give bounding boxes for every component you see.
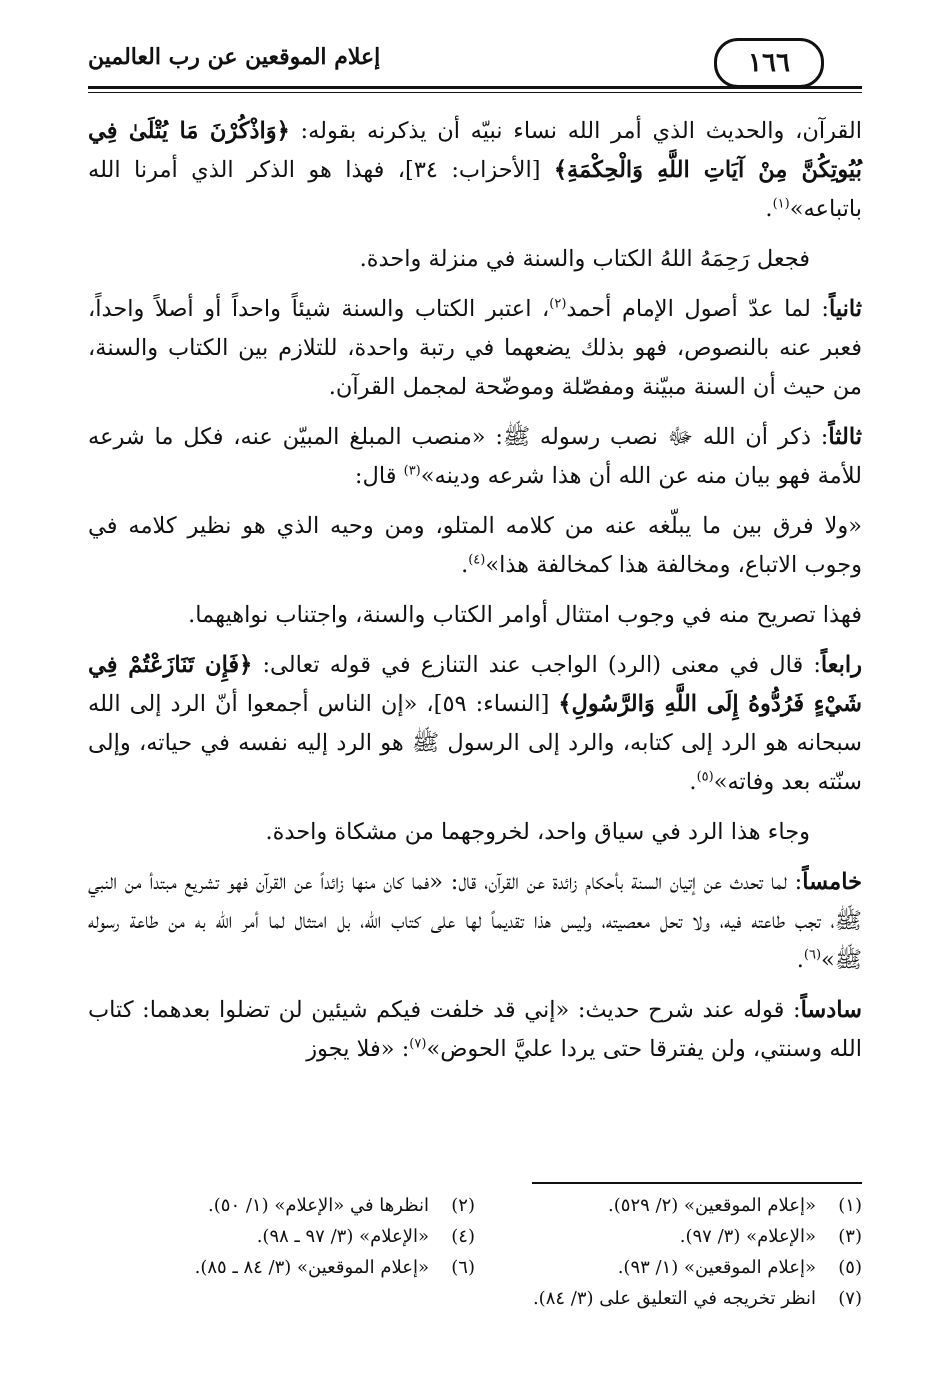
text-run: : ذكر أن الله ﷻ نصب رسوله ﷺ: «منصب المبلغ المبيّن عنه، فكل ما شرعه للأمة فهو بيان منه عن الله أن هذا شرعه ودينه»	[88, 424, 862, 489]
footnote-number: (٦)	[451, 1257, 475, 1278]
footnote-number: (١)	[838, 1195, 862, 1216]
footnote-text: انظرها في «الإعلام» (١/ ٥٠).	[208, 1195, 429, 1216]
running-title: إعلام الموقعين عن رب العالمين	[88, 44, 381, 70]
footnote-ref[interactable]: (٧)	[409, 1036, 427, 1052]
footnote-ref[interactable]: (٣)	[403, 463, 421, 479]
footnote-text: «إعلام الموقعين» (١/ ٩٣).	[617, 1257, 816, 1278]
paragraph-6	[88, 596, 862, 635]
footnote-ref[interactable]: (٦)	[803, 947, 822, 963]
footnote-number: (٢)	[451, 1195, 475, 1216]
paragraph-10	[88, 991, 862, 1069]
footnote-row	[88, 1252, 862, 1283]
footnote	[88, 1190, 475, 1221]
main-text	[88, 112, 862, 1080]
quran-verse: ﴿فَإِن تَنَازَعْتُمْ فِي شَيْءٍ فَرُدُّوهُ إِلَى اللَّهِ وَالرَّسُولِ﴾	[88, 652, 862, 717]
footnote-text: «إعلام الموقعين» (٣/ ٨٤ ـ ٨٥).	[194, 1257, 429, 1278]
footnote-separator	[532, 1182, 862, 1184]
section-lead: رابعاً	[820, 652, 862, 678]
section-lead: ثالثاً	[828, 424, 862, 450]
text-run: .	[796, 947, 804, 973]
footnote-text: «الإعلام» (٣/ ٩٧).	[679, 1226, 816, 1247]
footnote-row	[88, 1221, 862, 1252]
footnote-number: (٣)	[838, 1226, 862, 1247]
quran-verse: ﴿وَاذْكُرْنَ مَا يُتْلَىٰ فِي بُيُوتِكُنَّ مِنْ آيَاتِ اللَّهِ وَالْحِكْمَةِ﴾	[88, 118, 862, 183]
text-run: [الأحزاب: ٣٤]، فهذا هو الذكر الذي أمرنا الله باتباعه»	[88, 157, 862, 222]
section-lead: خامساً	[802, 869, 862, 895]
section-lead: سادساً	[800, 997, 862, 1023]
footnote-number: (٥)	[838, 1257, 862, 1278]
page-number: ١٦٦	[714, 38, 824, 88]
paragraph-2	[88, 240, 862, 279]
footnote-ref[interactable]: (٤)	[468, 552, 486, 568]
text-run: : لما تحدث عن إتيان السنة بأحكام زائدة عن القرآن، قال: «فما كان منها زائداً عن القرآن فهو تشريع مبتدأ من النبي ﷺ، تجب طاعته فيه، ولا تحل معصيته، وليس هذا تقديماً لها على كتاب الله، بل امتثال لما أمر الله به من طاعة رسوله ﷺ»	[88, 869, 862, 973]
footnote-text: «الإعلام» (٣/ ٩٧ ـ ٩٨).	[256, 1226, 429, 1247]
footnote-text: انظر تخريجه في التعليق على (٣/ ٨٤).	[532, 1288, 816, 1309]
text-run: فجعل رَحِمَهُ اللهُ الكتاب والسنة في منزلة واحدة.	[359, 246, 810, 272]
text-run: ، اعتبر الكتاب والسنة شيئاً واحداً أو أصلاً واحداً، فعبر عنه بالنصوص، فهو بذلك يضعهما في رتبة واحدة، للتلازم بين الكتاب والسنة، من حيث أن السنة مبيّنة ومفصّلة وموضّحة لمجمل القرآن.	[88, 296, 862, 400]
text-run: : قوله عند شرح حديث: «إني قد خلفت فيكم شيئين لن تضلوا بعدهما: كتاب الله وسنتي، ولن يفترقا حتى يردا عليَّ الحوض»	[88, 997, 862, 1062]
paragraph-9	[88, 863, 862, 980]
section-lead: ثانياً	[828, 296, 863, 322]
footnote	[475, 1190, 862, 1221]
footnote-row	[88, 1283, 862, 1314]
footnote-row	[88, 1190, 862, 1221]
text-run: .	[765, 196, 773, 222]
footnote	[88, 1221, 475, 1252]
footnote-text: «إعلام الموقعين» (٢/ ٥٢٩).	[608, 1195, 816, 1216]
footnote	[88, 1252, 475, 1283]
text-run: .	[461, 552, 469, 578]
text-run: فهذا تصريح منه في وجوب امتثال أوامر الكتاب والسنة، واجتناب نواهيهما.	[188, 602, 862, 628]
footnotes	[88, 1190, 862, 1314]
footnote-ref[interactable]: (٢)	[549, 296, 567, 312]
paragraph-5	[88, 507, 862, 585]
page-header	[88, 38, 862, 98]
text-run: «ولا فرق بين ما يبلّغه عنه من كلامه المتلو، ومن وحيه الذي هو نظير كلامه في وجوب الاتباع، ومخالفة هذا كمخالفة هذا»	[88, 513, 862, 578]
paragraph-4	[88, 418, 862, 496]
footnote	[475, 1252, 862, 1283]
paragraph-3	[88, 290, 862, 407]
text-run: : قال في معنى (الرد) الواجب عند التنازع في قوله تعالى:	[252, 652, 821, 678]
text-run: قال:	[354, 463, 404, 489]
text-run: وجاء هذا الرد في سياق واحد، لخروجهما من مشكاة واحدة.	[265, 819, 810, 845]
footnote-number: (٤)	[451, 1226, 475, 1247]
footnote-number: (٧)	[838, 1288, 862, 1309]
text-run: : لما عدّ أصول الإمام أحمد	[566, 296, 829, 322]
footnote-ref[interactable]: (٥)	[696, 769, 714, 785]
text-run: [النساء: ٥٩]، «إن الناس أجمعوا أنّ الرد إلى الله سبحانه هو الرد إلى كتابه، والرد إلى الرسول ﷺ هو الرد إليه نفسه في حياته، وإلى سنّته بعد وفاته»	[88, 691, 862, 795]
paragraph-1	[88, 112, 862, 229]
paragraph-8	[88, 813, 862, 852]
paragraph-7	[88, 646, 862, 802]
footnote	[88, 1283, 862, 1314]
footnote-ref[interactable]: (١)	[772, 196, 790, 212]
footnote	[475, 1221, 862, 1252]
header-rule-thin	[88, 92, 862, 93]
text-run: : «فلا يجوز	[306, 1036, 410, 1062]
text-run: القرآن، والحديث الذي أمر الله نساء نبيّه أن يذكرنه بقوله:	[289, 118, 863, 144]
text-run: .	[689, 769, 697, 795]
